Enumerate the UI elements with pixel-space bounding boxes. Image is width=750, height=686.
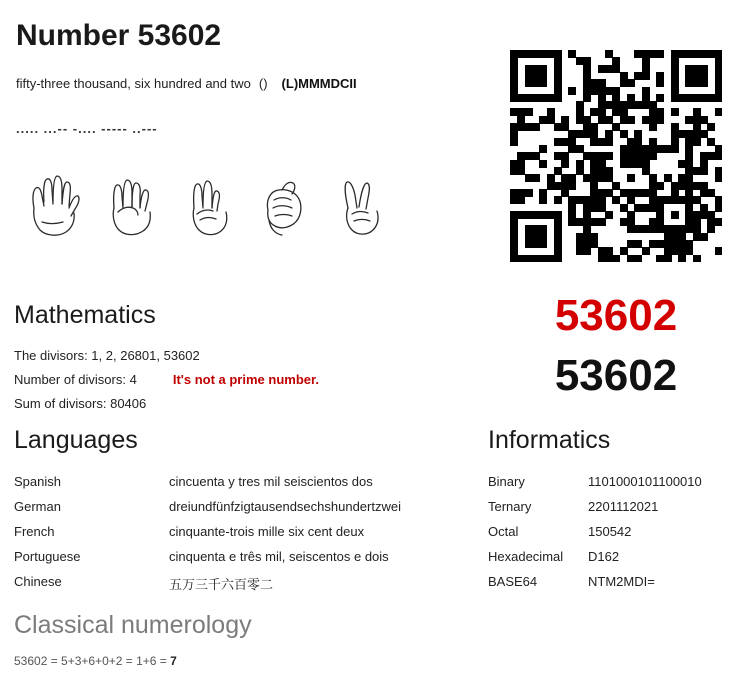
numerology-expression: 53602 = 5+3+6+0+2 = 1+6 = <box>14 654 171 668</box>
numerology-section <box>14 610 614 668</box>
language-value: dreiundfünfzigtausendsechshundertzwei <box>169 499 401 514</box>
languages-table <box>14 469 464 598</box>
table-row <box>488 544 728 569</box>
informatics-key: Ternary <box>488 499 532 514</box>
big-number-red: 53602 <box>554 291 678 340</box>
informatics-value: 150542 <box>588 524 632 539</box>
language-value: cinquenta e três mil, seiscentos e dois <box>169 549 389 564</box>
page-title: Number 53602 <box>16 19 222 52</box>
table-row <box>488 494 728 519</box>
roman-numeral: (L)MMMDCII <box>281 76 357 91</box>
hand-sign-2 <box>328 164 390 242</box>
languages-section <box>14 425 484 598</box>
prime-note: It's not a prime number. <box>172 372 319 387</box>
mathematics-heading: Mathematics <box>14 301 156 329</box>
number-words-parenthesis: () <box>258 76 268 91</box>
table-row <box>14 544 464 569</box>
numerology-expression-row <box>14 654 614 668</box>
language-name: Chinese <box>14 574 62 589</box>
hand-sign-0 <box>252 164 314 242</box>
language-name: French <box>14 524 55 539</box>
table-row <box>14 469 464 494</box>
mathematics-lines <box>14 344 484 416</box>
divisor-count-text: Number of divisors: 4 <box>14 372 137 387</box>
language-value: cincuenta y tres mil seiscientos dos <box>169 474 373 489</box>
divisor-count-row <box>14 368 484 392</box>
table-row <box>488 519 728 544</box>
big-number-black: 53602 <box>554 351 678 400</box>
language-name: Spanish <box>14 474 61 489</box>
informatics-key: BASE64 <box>488 574 538 589</box>
hand-sign-3 <box>176 164 238 242</box>
informatics-value: NTM2MDI= <box>588 574 655 589</box>
qr-code <box>510 50 722 262</box>
divisors-text: The divisors: 1, 2, 26801, 53602 <box>14 348 200 363</box>
divisor-sum-row <box>14 392 484 416</box>
languages-heading: Languages <box>14 426 138 454</box>
morse-code: ..... ...-- -.... ----- ..--- <box>16 121 158 136</box>
hand-sign-4 <box>100 164 162 242</box>
numerology-result: 7 <box>170 654 177 668</box>
language-name: Portuguese <box>14 549 81 564</box>
hand-sign-5 <box>24 164 86 242</box>
numerology-heading: Classical numerology <box>14 611 252 639</box>
informatics-key: Hexadecimal <box>488 549 564 564</box>
informatics-key: Octal <box>488 524 519 539</box>
table-row <box>14 519 464 544</box>
language-value: 五万三千六百零二 <box>169 577 274 592</box>
table-row <box>14 494 464 519</box>
number-in-words: fifty-three thousand, six hundred and two <box>16 76 251 91</box>
divisors-row <box>14 344 484 368</box>
divisor-sum-text: Sum of divisors: 80406 <box>14 396 147 411</box>
language-value: cinquante-trois mille six cent deux <box>169 524 365 539</box>
informatics-heading: Informatics <box>488 426 611 454</box>
informatics-key: Binary <box>488 474 525 489</box>
table-row <box>488 569 728 594</box>
informatics-value: D162 <box>588 549 620 564</box>
language-name: German <box>14 499 61 514</box>
mathematics-section <box>14 300 484 416</box>
qr-code-canvas <box>510 50 722 262</box>
informatics-section <box>488 425 738 594</box>
informatics-value: 1101000101100010 <box>588 474 702 489</box>
table-row <box>488 469 728 494</box>
informatics-value: 2201112021 <box>588 499 659 514</box>
table-row <box>14 569 464 598</box>
informatics-table <box>488 469 728 594</box>
